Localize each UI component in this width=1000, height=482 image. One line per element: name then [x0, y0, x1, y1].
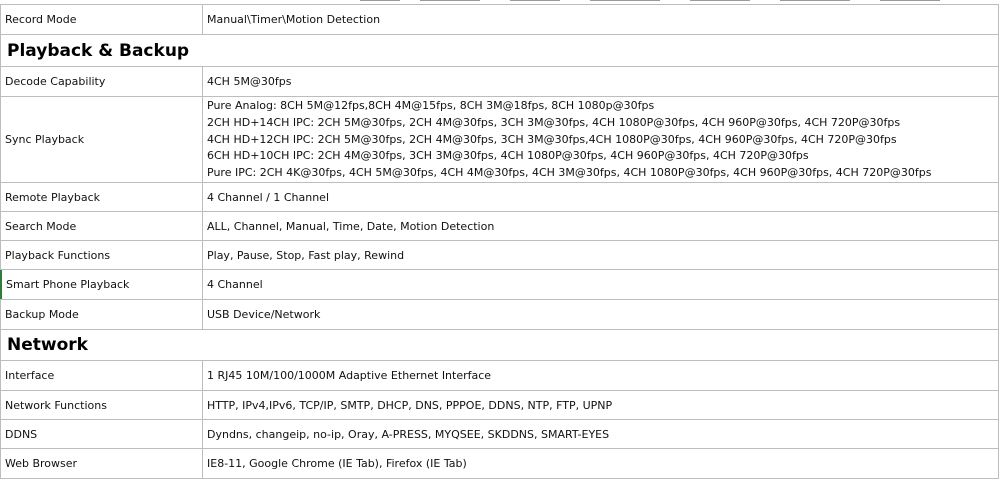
spec-label: Smart Phone Playback [0, 270, 203, 299]
spec-value: Manual\Timer\Motion Detection [203, 5, 999, 34]
spec-row-remote-playback [0, 182, 999, 211]
spec-row-sync-playback [0, 96, 999, 182]
spec-row-smart-phone-playback [0, 269, 999, 299]
section-heading-network: Network [0, 329, 999, 360]
spec-label: Playback Functions [0, 241, 203, 269]
spec-label: Record Mode [0, 5, 203, 34]
spec-row-ddns [0, 419, 999, 448]
sync-line-4ch-hd: 4CH HD+12CH IPC: 2CH 5M@30fps, 2CH 4M@30fps, 3CH 3M@30fps,4CH 1080P@30fps, 4CH 960P@30fps, 4CH 720P@30fps [207, 132, 897, 146]
spec-value: USB Device/Network [203, 300, 999, 329]
spec-value: 1 RJ45 10M/100/1000M Adaptive Ethernet Interface [203, 361, 999, 390]
sync-line-pure-analog: Pure Analog: 8CH 5M@12fps,8CH 4M@15fps, 8CH 3M@18fps, 8CH 1080p@30fps [207, 99, 655, 112]
spec-row-search-mode [0, 211, 999, 240]
spec-label: Decode Capability [0, 67, 203, 96]
spec-label: Search Mode [0, 212, 203, 240]
spec-row-network-functions [0, 390, 999, 419]
spec-label: Backup Mode [0, 300, 203, 329]
spec-row-playback-functions [0, 240, 999, 269]
spec-value: ALL, Channel, Manual, Time, Date, Motion Detection [203, 212, 999, 240]
spec-label: Web Browser [0, 449, 203, 478]
sync-line-2ch-hd: 2CH HD+14CH IPC: 2CH 5M@30fps, 2CH 4M@30fps, 3CH 3M@30fps, 4CH 1080P@30fps, 4CH 960P@30fps, 4CH 720P@30fps [207, 115, 901, 129]
spec-value: Dyndns, changeip, no-ip, Oray, A-PRESS, MYQSEE, SKDDNS, SMART-EYES [203, 420, 999, 448]
spec-row-web-browser [0, 448, 999, 479]
spec-value: HTTP, IPv4,IPv6, TCP/IP, SMTP, DHCP, DNS, PPPOE, DDNS, NTP, FTP, UPNP [203, 391, 999, 419]
spec-label: Interface [0, 361, 203, 390]
spec-value-multiline [203, 97, 999, 182]
spec-value: 4 Channel [203, 270, 999, 299]
spec-label: Network Functions [0, 391, 203, 419]
spec-row-interface [0, 360, 999, 390]
spec-value: 4 Channel / 1 Channel [203, 183, 999, 211]
spec-row-decode-capability [0, 66, 999, 96]
sync-line-6ch-hd: 6CH HD+10CH IPC: 2CH 4M@30fps, 3CH 3M@30fps, 4CH 1080P@30fps, 4CH 960P@30fps, 4CH 720P@30fps [207, 149, 809, 163]
spec-row-record-mode [0, 4, 999, 34]
spec-label: Remote Playback [0, 183, 203, 211]
spec-label: Sync Playback [0, 97, 203, 182]
spec-value: IE8-11, Google Chrome (IE Tab), Firefox (IE Tab) [203, 449, 999, 478]
spec-value: Play, Pause, Stop, Fast play, Rewind [203, 241, 999, 269]
sync-line-pure-ipc: Pure IPC: 2CH 4K@30fps, 4CH 5M@30fps, 4CH 4M@30fps, 4CH 3M@30fps, 4CH 1080P@30fps, 4CH 960P@30fps, 4CH 720P@30fps [207, 166, 932, 180]
spec-value: 4CH 5M@30fps [203, 67, 999, 96]
section-heading-playback-backup: Playback & Backup [0, 34, 999, 66]
spec-label: DDNS [0, 420, 203, 448]
spec-row-backup-mode [0, 299, 999, 329]
